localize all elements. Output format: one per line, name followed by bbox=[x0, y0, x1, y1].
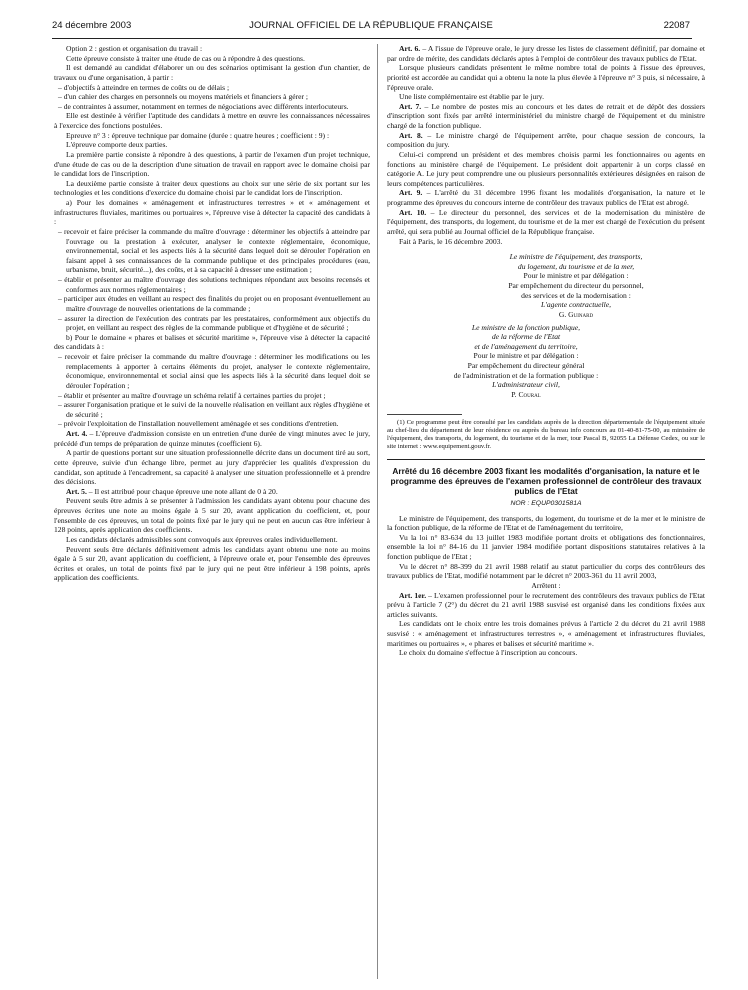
article-text: – Le nombre de postes mis au concours et les dates de retrait et de dépôt des dossiers d'inscription sont fixés par arrêté interministériel du ministre chargé de l'équipement et du ministre chargé de la fonction publique. bbox=[387, 101, 705, 130]
sig-delegation-2: Pour le ministre et par délégation : bbox=[473, 351, 579, 361]
article-paragraph bbox=[387, 591, 705, 620]
list-item: – d'objectifs à atteindre en termes de coûts ou de délais ; bbox=[58, 82, 230, 92]
paragraph: Vu la loi n° 83-634 du 13 juillet 1983 modifiée portant droits et obligations des fonctionnaires, ensemble la loi n° 84-16 du 11 janvier 1984 modifiée portant dispositions statutaires relatives à la fonction publique de l'Etat ; bbox=[387, 532, 705, 561]
paragraph: Lorsque plusieurs candidats présentent le même nombre total de points à l'issue des épreuves, priorité est accordée au candidat qui a obtenu la note la plus élevée à l'épreuve n° 3 puis, si nécessaire, à l'épreuve orale. bbox=[387, 63, 705, 92]
footnote-rule bbox=[387, 414, 462, 415]
article-text: – L'arrêté du 31 décembre 1996 fixant les modalités d'organisation, la nature et le programme des épreuves du concours interne de contrôleur des travaux publics de l'Etat est abrogé. bbox=[387, 188, 705, 207]
sig-name-guinard: G. Guinard bbox=[558, 309, 594, 319]
list-item: – recevoir et faire préciser la commande du maître d'ouvrage : déterminer les objectifs à atteindre par l'ouvrage ou la prestation à exécuter, analyser le contexte réglementaire, économique, environnemental, social et les aspects liés à la sécurité dans lequel doit se dérouler l'opération en faisant appel à ses connaissances de la commande publique et des principales procédures (eau, urbanisme, bruit, sécurité...), des coûts, et à sa capacité à dresser une estimation ; bbox=[58, 226, 370, 275]
decree-body bbox=[387, 514, 705, 658]
article-number: Art. 5. bbox=[66, 486, 87, 496]
article-number: Art. 9. bbox=[399, 188, 423, 198]
page-number: 22087 bbox=[663, 20, 690, 31]
article-number: Art. 6. bbox=[399, 44, 421, 53]
paragraph: La première partie consiste à répondre à des questions, à partir de l'examen d'un projet technique, d'une étude de cas ou de la description d'une situation de travail en rapport avec le domaine choisi par le candidat lors de l'inscription. bbox=[54, 149, 370, 179]
paragraph: Celui-ci comprend un président et des membres choisis parmi les fonctionnaires ou agents en fonctions au ministère chargé de l'équipement. Le président doit appartenir à un corps classé en catégorie A. Le jury peut comprendre une ou plusieurs personnalités extérieures désignées en raison de leurs compétences particulières. bbox=[387, 149, 705, 188]
article-text: – Le ministre chargé de l'équipement arrête, pour chaque session de concours, la composition du jury. bbox=[387, 130, 705, 150]
paragraph: La deuxième partie consiste à traiter deux questions au choix sur une série de six portant sur les technologies et les conditions d'exercice du domaine choisi par le candidat lors de l'inscription. bbox=[54, 178, 370, 198]
paragraph: Option 2 : gestion et organisation du travail : bbox=[66, 44, 203, 53]
sig-empechement: Par empêchement du directeur du personnel, bbox=[508, 281, 644, 290]
list-item: – d'un cahier des charges en personnels ou moyens matériels et financiers à gérer ; bbox=[58, 92, 309, 102]
paragraph: Les candidats déclarés admissibles sont convoqués aux épreuves orales individuellement. bbox=[66, 534, 338, 544]
paragraph: Elle est destinée à vérifier l'aptitude des candidats à mettre en œuvre les connaissances nécessaires à l'exercice des fonctions postulées. bbox=[54, 111, 370, 130]
article-paragraph bbox=[387, 131, 705, 150]
signature-block-2 bbox=[387, 323, 705, 400]
paragraph: Il est demandé au candidat d'élaborer un ou des scénarios optimisant la gestion d'un chantier, de travaux ou d'une organisation, à partir : bbox=[54, 63, 370, 82]
footnote: (1) Ce programme peut être consulté par les candidats auprès de la direction départementale de l'équipement située au chef-lieu du département de leur résidence ou auprès du bureau info concours au 01-40-81-75-00, au ministère de l'équipement, des transports, du logement, du tourisme et de la mer, tour Pascal B, 92055 La Défense Cedex, ou sur le site internet : www.equipement.gouv.fr. bbox=[387, 418, 705, 450]
paragraph: a) Pour les domaines « aménagement et infrastructures terrestres » et « aménagement et infrastructures fluviales, maritimes ou portuaires », l'épreuve vise à détecter la capacité des candidats à : bbox=[54, 198, 370, 227]
article-number: Art. 8. bbox=[399, 130, 423, 140]
article-text: – A l'issue de l'épreuve orale, le jury dresse les listes de classement définitif, par domaine et par ordre de mérite, des candidats déclarés aptes à l'emploi de contrôleur des travaux publics de l'Etat. bbox=[387, 44, 705, 63]
sig-empechement-2: Par empêchement du directeur général bbox=[467, 361, 585, 370]
sig-minister-fonction: Le ministre de la fonction publique, bbox=[471, 322, 581, 332]
signature-block-1 bbox=[387, 252, 705, 319]
sig-name-coural: P. Coural bbox=[511, 389, 541, 399]
article-paragraph bbox=[387, 102, 705, 131]
decree-heading: Arrêté du 16 décembre 2003 fixant les modalités d'organisation, la nature et le programme des épreuves de l'examen professionnel de contrôleur des travaux publics de l'Etat bbox=[390, 465, 702, 496]
paragraph: Le ministre de l'équipement, des transports, du logement, du tourisme et de la mer et le ministre de la fonction publique, de la réforme de l'Etat et de l'aménagement du territoire, bbox=[387, 513, 705, 533]
nor-reference: NOR : EQUP0301581A bbox=[510, 499, 582, 507]
article-paragraph bbox=[387, 44, 705, 63]
list-item: – recevoir et faire préciser la commande du maître d'ouvrage : déterminer les modifications ou les remplacements à apporter à certains éléments du projet, analyser le contexte réglementaire, économique, environnemental et social ainsi que les aspects liés à la sécurité dans lequel doit se dérouler l'opération ; bbox=[58, 352, 370, 390]
paragraph: Cette épreuve consiste à traiter une étude de cas ou à répondre à des questions. bbox=[66, 53, 305, 63]
sig-amenagement: et de l'aménagement du territoire, bbox=[474, 341, 578, 351]
articles-6-10 bbox=[387, 44, 705, 246]
list-item: – de contraintes à assumer, notamment en termes de négociations avec différents interlocuteurs. bbox=[58, 101, 349, 111]
article-number: Art. 4. bbox=[66, 429, 88, 438]
article-text: – L'épreuve d'admission consiste en un entretien d'une durée de vingt minutes avec le jury, précédé d'un temps de préparation de quinze minutes (coefficient 6). bbox=[54, 429, 370, 448]
list-item: – participer aux études en veillant au respect des finalités du projet ou en proposant éventuellement au maître d'ouvrage de nouvelles orientations de la commande ; bbox=[58, 294, 370, 313]
article-text: – L'examen professionnel pour le recrutement des contrôleurs des travaux publics de l'Etat prévu à l'article 7 (2°) du décret du 21 avril 1988 susvisé est organisé dans les conditions fixées aux articles suivants. bbox=[387, 590, 705, 619]
left-column bbox=[54, 44, 370, 583]
header-rule bbox=[52, 38, 692, 39]
paragraph: b) Pour le domaine « phares et balises et sécurité maritime », l'épreuve vise à détecter la capacité des candidats à : bbox=[54, 332, 370, 352]
article-number: Art. 7. bbox=[399, 101, 422, 111]
section-rule bbox=[387, 459, 705, 460]
sig-agente: L'agente contractuelle, bbox=[541, 300, 611, 310]
paragraph: A partir de questions portant sur une situation professionnelle décrite dans un document tiré au sort, cette épreuve, suivie d'un échange libre, permet au jury d'apprécier les qualités d'expression du candidat, son aptitude à l'encadrement, sa capacité à analyser une situation professionnelle et à prendre des décisions. bbox=[54, 448, 370, 487]
paragraph: Une liste complémentaire est établie par le jury. bbox=[399, 92, 544, 102]
article-number: Art. 1er. bbox=[399, 590, 427, 600]
sig-reforme: de la réforme de l'Etat bbox=[491, 332, 561, 342]
paragraph: Fait à Paris, le 16 décembre 2003. bbox=[399, 236, 503, 246]
list-item: – assurer l'organisation pratique et le suivi de la nouvelle réalisation en veillant aux règles d'hygiène et de sécurité ; bbox=[58, 400, 370, 419]
article-paragraph bbox=[54, 429, 370, 448]
paragraph: Peuvent seuls être déclarés définitivement admis les candidats ayant obtenu une note au moins égale à 5 sur 20, avant application du coefficient, à l'épreuve orale et, pour l'ensemble des épreuves écrites et orales, un total de points fixé par le jury qui ne peut être inférieur à 198 points, après application des coefficients. bbox=[54, 544, 370, 583]
sig-administration: de l'administration et de la formation publique : bbox=[453, 370, 599, 380]
paragraph: Le choix du domaine s'effectue à l'inscription au concours. bbox=[399, 648, 578, 658]
paragraph: Peuvent seuls être admis à se présenter à l'admission les candidats ayant obtenu pour chacune des épreuves écrites une note au moins égale à 5 sur 20, avant application du coefficient, et, pour l'ensemble de ces épreuves, un total de points fixé par le jury qui ne peut en aucun cas être inférieur à 128 points, après application des coefficients. bbox=[54, 496, 370, 535]
centered-line: Arrêtent : bbox=[531, 580, 561, 590]
article-number: Art. 10. bbox=[399, 207, 427, 217]
paragraph: L'épreuve comporte deux parties. bbox=[66, 140, 168, 150]
article-paragraph bbox=[387, 208, 705, 237]
list-item: – établir et présenter au maître d'ouvrage un schéma relatif à certaines parties du projet ; bbox=[58, 390, 326, 400]
column-separator bbox=[377, 44, 378, 979]
article-paragraph bbox=[387, 188, 705, 207]
header-date: 24 décembre 2003 bbox=[52, 20, 132, 31]
journal-title: JOURNAL OFFICIEL DE LA RÉPUBLIQUE FRANÇAISE bbox=[249, 20, 493, 31]
paragraph: Epreuve n° 3 : épreuve technique par domaine (durée : quatre heures ; coefficient : 9) : bbox=[66, 130, 330, 140]
paragraph: Les candidats ont le choix entre les trois domaines prévus à l'article 2 du décret du 21 avril 1988 susvisé : « aménagement et infrastructures terrestres », « aménagement et infrastructures fluviales, maritimes ou portuaires », « phares et balises et sécurité maritime ». bbox=[387, 619, 705, 648]
list-item: – prévoir l'exploitation de l'installation nouvellement aménagée et ses conditions d'entretien. bbox=[58, 419, 339, 429]
sig-services: des services et de la modernisation : bbox=[521, 290, 631, 300]
sig-administrateur: L'administrateur civil, bbox=[492, 380, 560, 390]
list-item: – assurer la direction de l'exécution des contrats par les prestataires, conformément aux objectifs du projet, en veillant au respect des règles de la commande publique et d'hygiène et de sécurité ; bbox=[58, 313, 370, 333]
right-column bbox=[387, 44, 705, 658]
article-text: – Il est attribué pour chaque épreuve une note allant de 0 à 20. bbox=[86, 486, 278, 496]
sig-delegation: Pour le ministre et par délégation : bbox=[523, 271, 629, 281]
page-header bbox=[52, 20, 690, 34]
list-item: – établir et présenter au maître d'ouvrage des solutions techniques répondant aux besoins recensés et conformes aux normes réglementaires ; bbox=[58, 275, 370, 294]
paragraph: Vu le décret n° 88-399 du 21 avril 1988 relatif au statut particulier du corps des contrôleurs des travaux publics de l'Etat, modifié notamment par le décret n° 2003-361 du 11 avril 2003, bbox=[387, 561, 705, 581]
article-paragraph bbox=[54, 487, 370, 497]
sig-minister-equipement: Le ministre de l'équipement, des transports, bbox=[509, 252, 643, 262]
sig-minister-equipement-2: du logement, du tourisme et de la mer, bbox=[517, 261, 635, 271]
article-text: – Le directeur du personnel, des services et de la modernisation du ministère de l'équipement, des transports, du logement, du tourisme et de la mer est chargé de l'exécution du présent arrêté, qui sera publié au Journal officiel de la République française. bbox=[387, 207, 705, 236]
